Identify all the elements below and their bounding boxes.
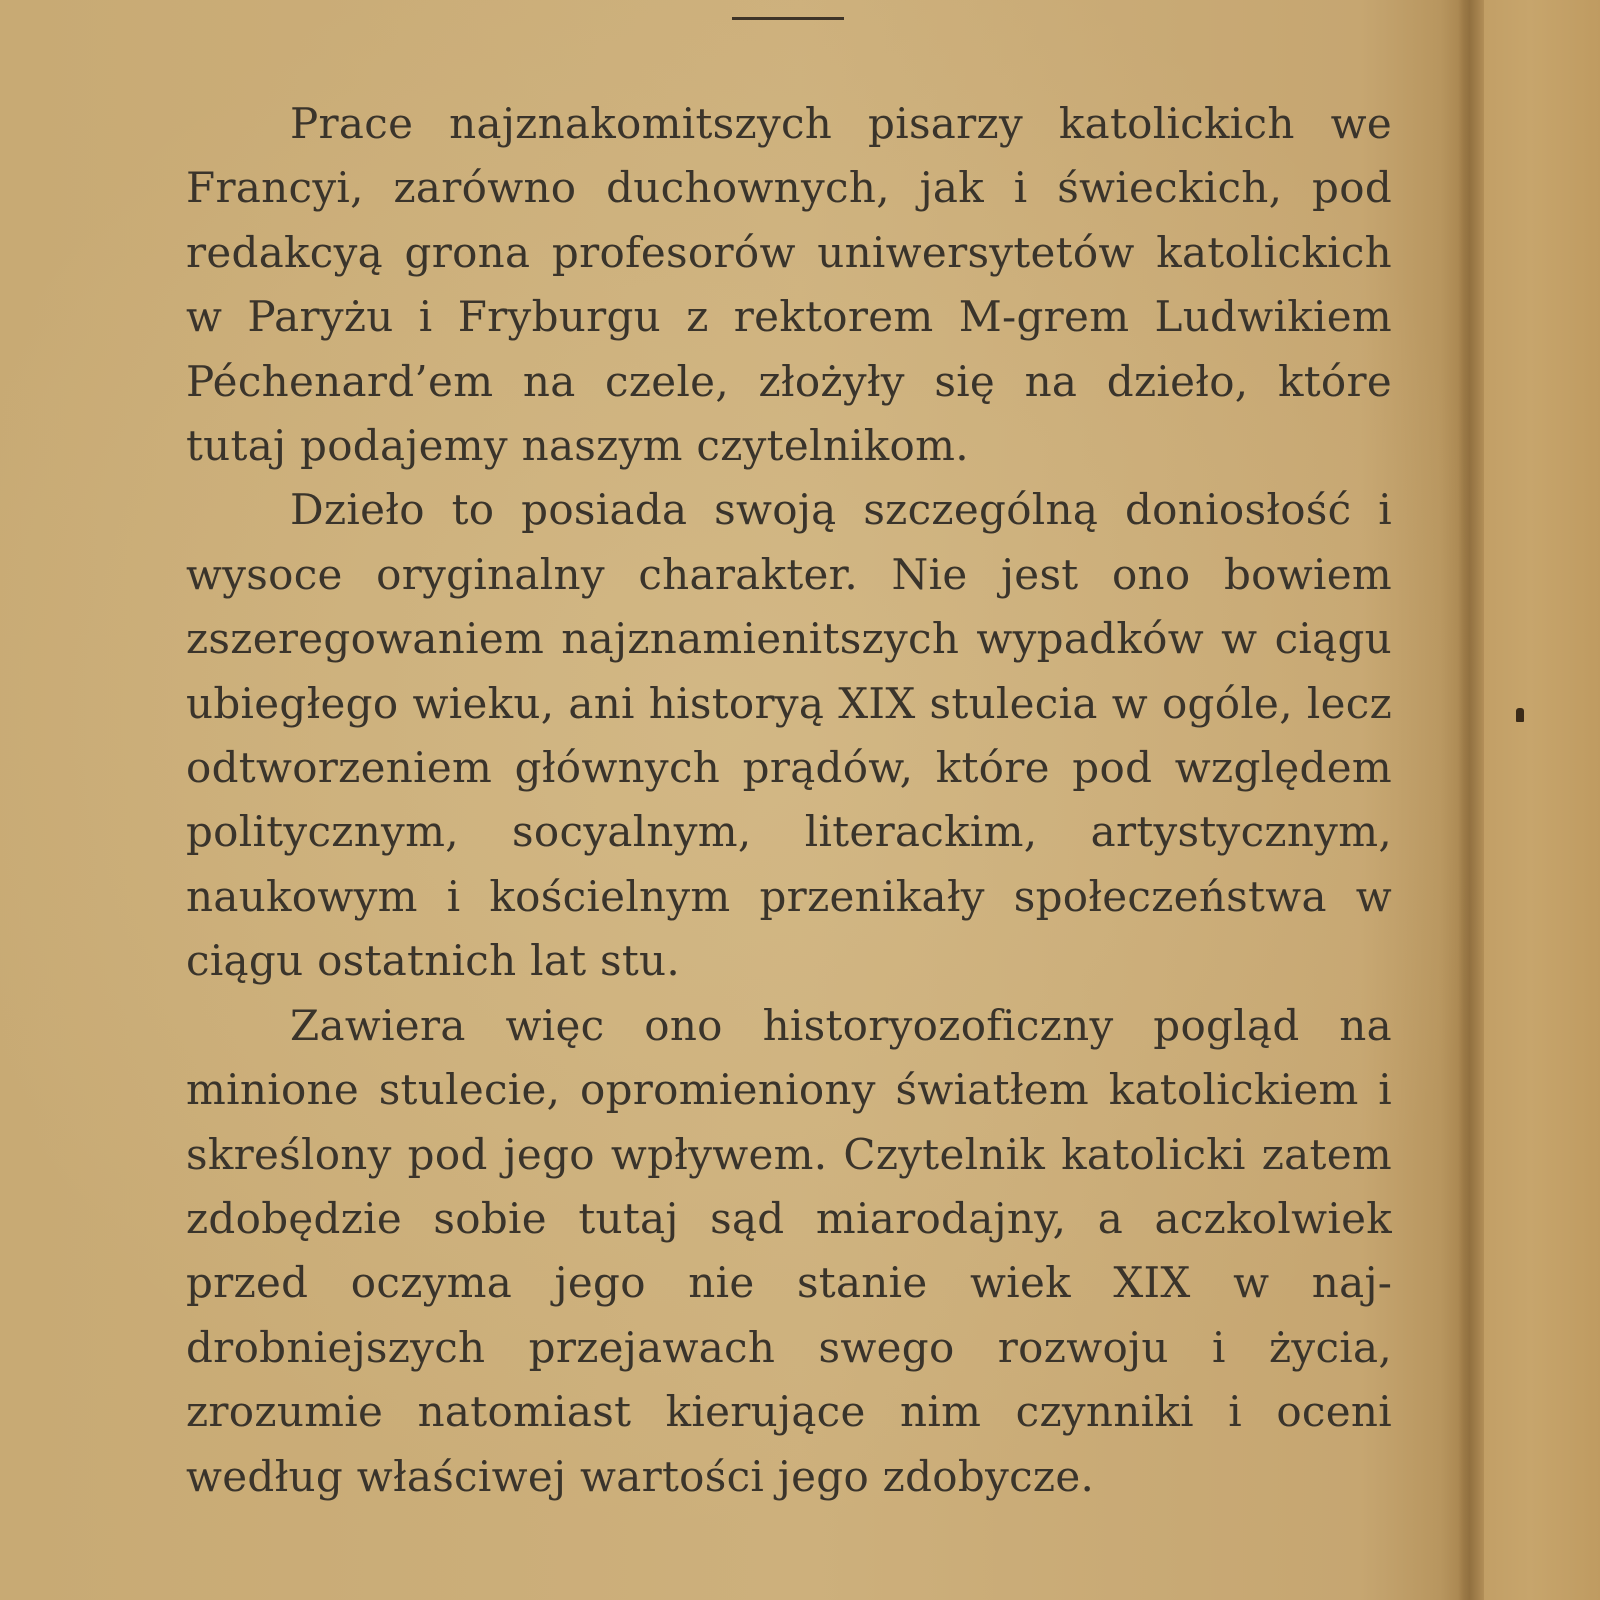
paragraph-1: Prace najznakomitszych pisarzy katolickich we Francyi, zarówno duchownych, jak i świeckich, pod redakcyą grona profesorów uniwersytetów katolickich w Paryżu i Fryburgu z rektorem M-grem Ludwikiem Péchenard’em na czele, złożyły się na dzieło, które tutaj podajemy naszym czytelnikom. (186, 99, 1392, 471)
ink-mark (1516, 708, 1524, 722)
body-text (186, 92, 1392, 1509)
paragraph-2: Dzieło to posiada swoją szczególną doniosłość i wysoce oryginalny charakter. Nie jest ono bowiem zszeregowaniem najznamienitszych wypadków w ciągu ubiegłego wieku, ani historyą XIX stulecia w ogóle, lecz odtworzeniem głównych prądów, które pod względem politycznym, socyalnym, literackim, artystycznym, naukowym i kościelnym przenikały społeczeństwa w ciągu ostatnich lat stu. (186, 485, 1392, 986)
page-gutter-shadow (1458, 0, 1484, 1600)
section-rule (732, 17, 844, 20)
facing-page-edge (1484, 0, 1600, 1600)
paragraph-3: Zawiera więc ono historyozoficzny pogląd na minione stulecie, opromieniony światłem katolickiem i skreślony pod jego wpływem. Czytelnik katolicki zatem zdobędzie sobie tutaj sąd miarodajny, a aczkolwiek przed oczyma jego nie stanie wiek XIX w najdrobniejszych przejawach swego rozwoju i życia, zrozumie natomiast kierujące nim czynniki i oceni według właściwej wartości jego zdobycze. (186, 1000, 1392, 1501)
